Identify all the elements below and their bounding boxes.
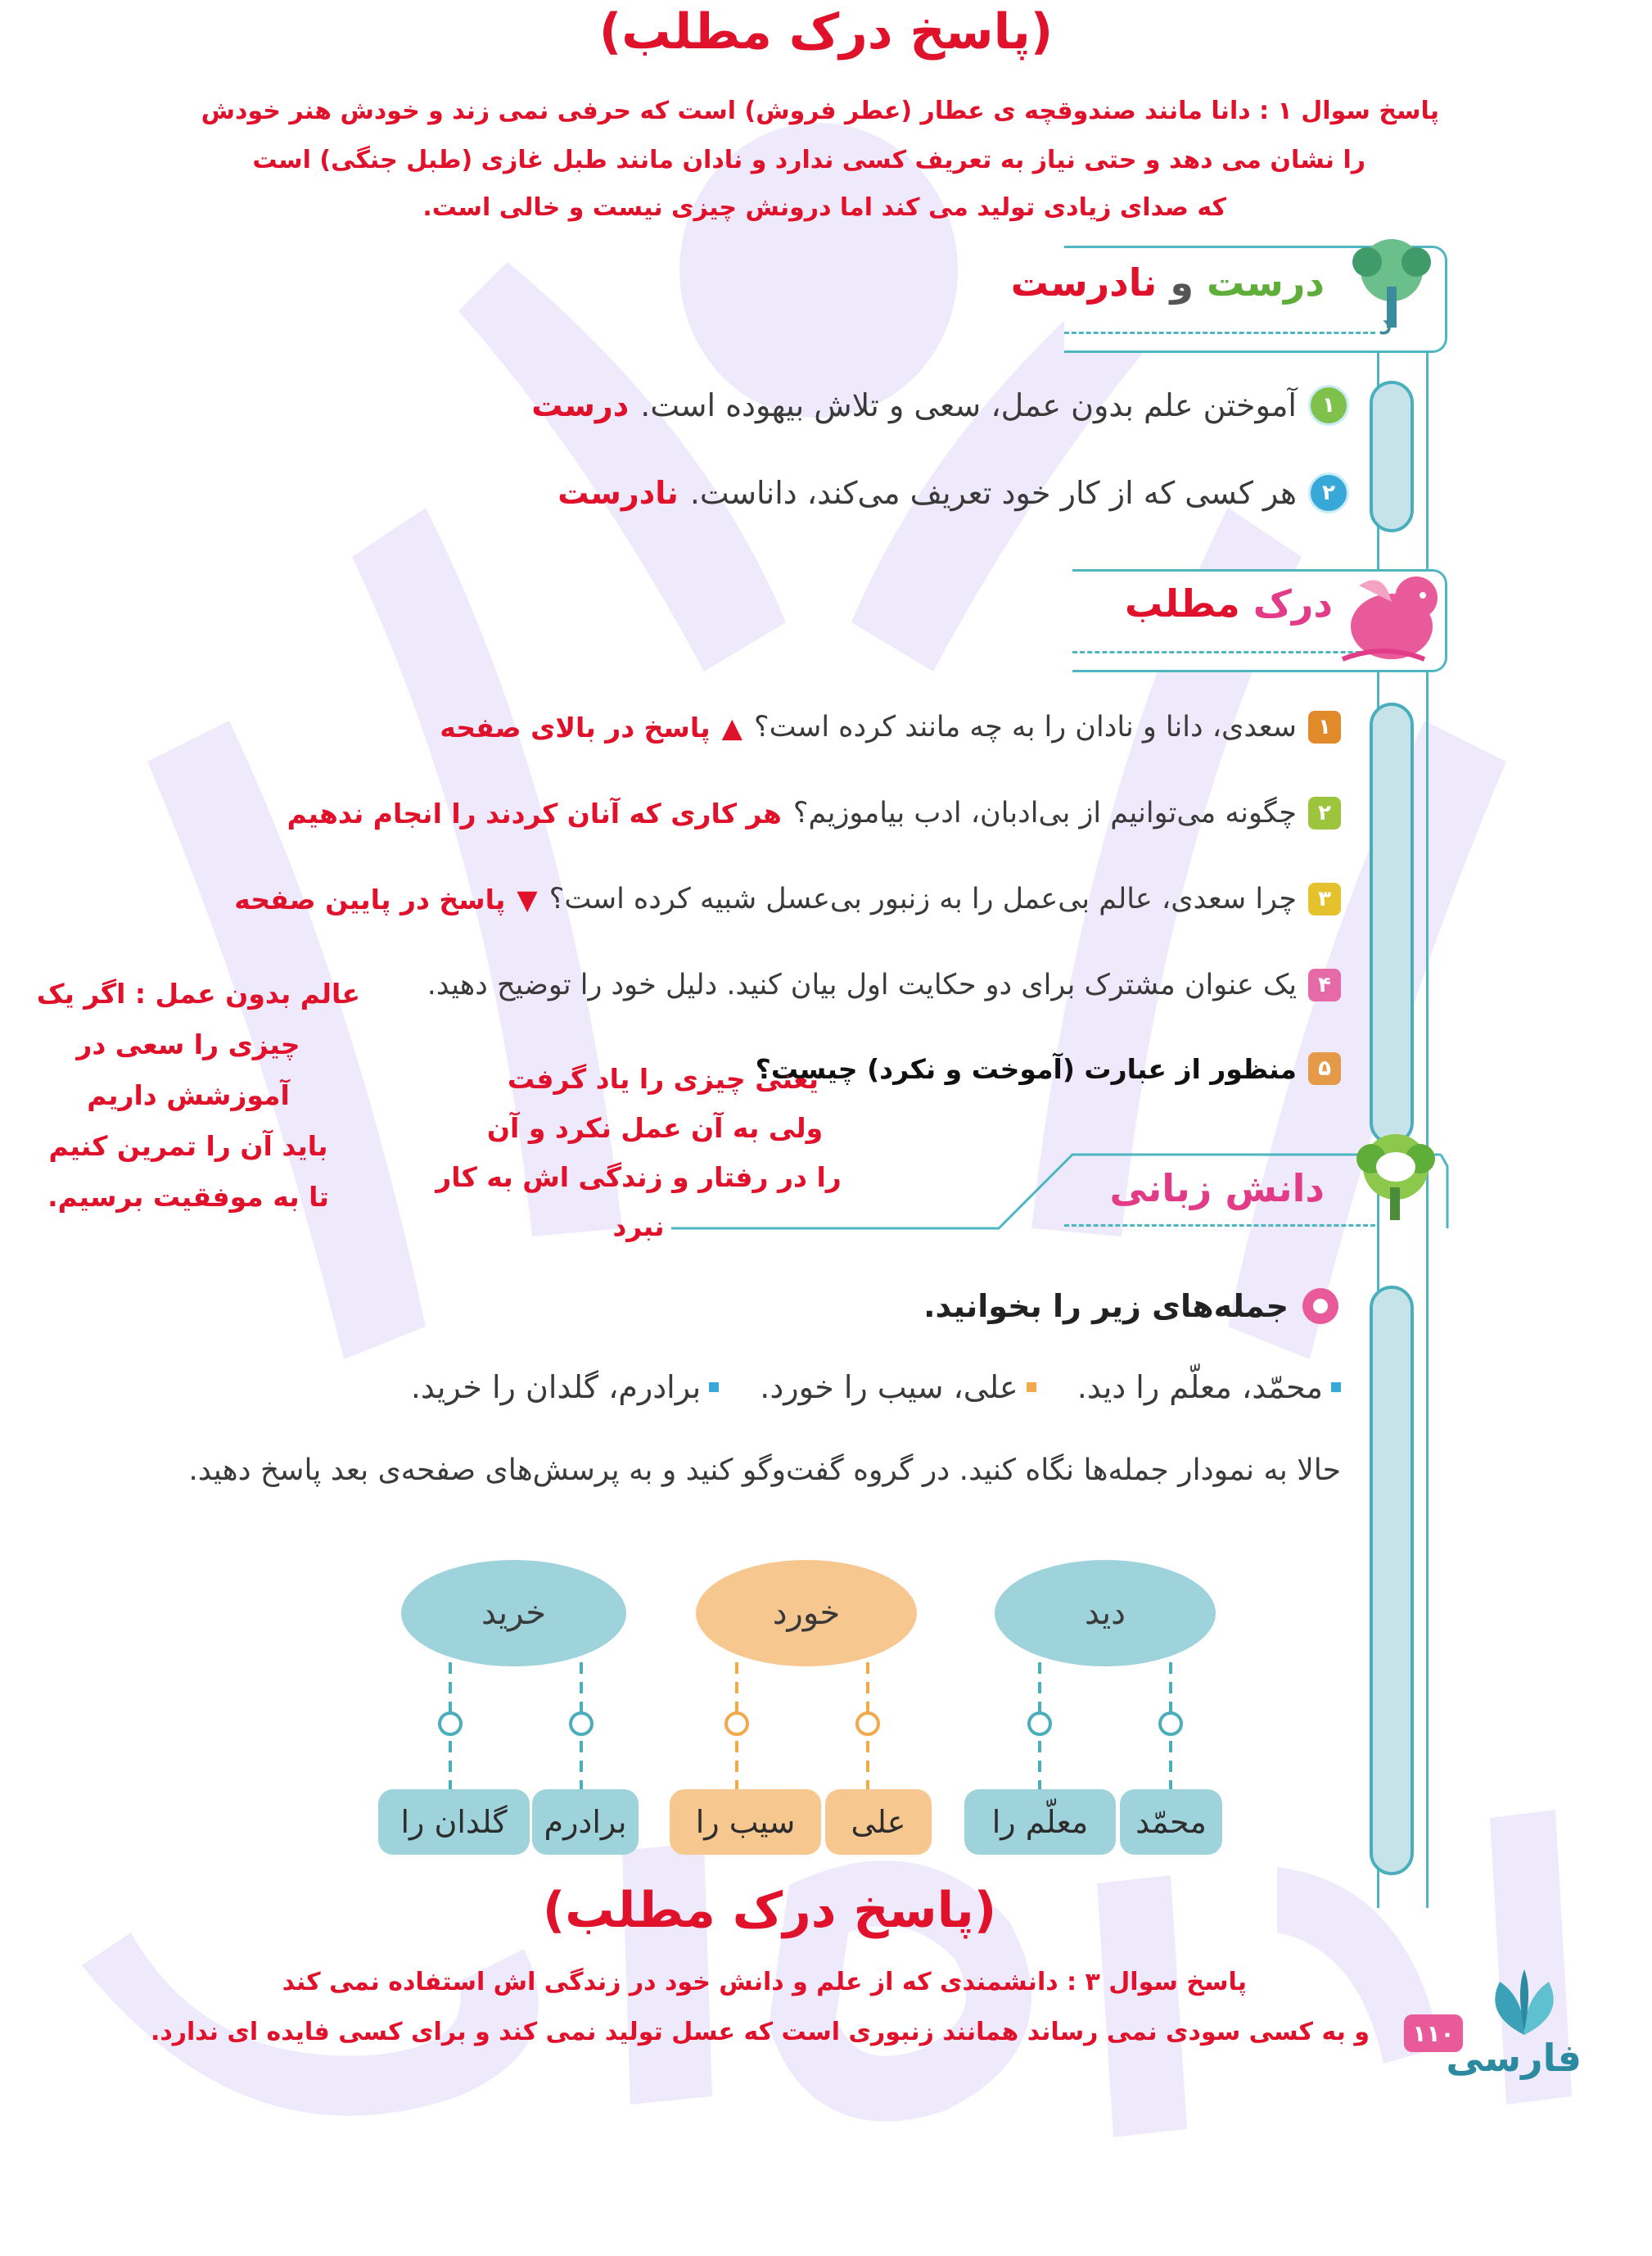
sentence-2 bbox=[760, 1369, 1036, 1405]
leaf-logo-icon bbox=[1467, 1965, 1582, 2039]
tf-item-2-number: ۲ bbox=[1308, 472, 1349, 513]
comp-item-2 bbox=[287, 797, 1341, 830]
top-answer-title: (پاسخ درک مطلب) bbox=[598, 3, 1054, 61]
node-baradaram: برادرم bbox=[532, 1789, 639, 1855]
bullet-icon bbox=[1027, 1382, 1036, 1392]
comp-item-3-number: ۳ bbox=[1308, 883, 1341, 916]
verb-ellipse-bought bbox=[401, 1560, 626, 1666]
comp-item-1-text: سعدی، دانا و نادان را به چه مانند کرده است؟ bbox=[754, 711, 1297, 744]
comp-item-5-answer-line-1: یعنی چیزی را یاد گرفت bbox=[507, 1063, 819, 1095]
language-sentences bbox=[411, 1369, 1341, 1405]
language-rail bbox=[1370, 1286, 1414, 1875]
tf-item-1 bbox=[531, 385, 1349, 426]
comp-item-4-answer-line-1: عالم بدون عمل : اگر یک bbox=[36, 978, 360, 1010]
node-moallem: معلّم را bbox=[964, 1789, 1116, 1855]
comp-item-5-text: منظور از عبارت (آموخت و نکرد) چیست؟ bbox=[755, 1052, 1297, 1085]
true-false-title-and: و bbox=[1170, 260, 1194, 305]
comprehension-title-1: درک bbox=[1253, 581, 1333, 626]
tf-item-2-text: هر کسی که از کار خود تعریف می‌کند، داناست. bbox=[689, 475, 1297, 511]
comp-item-5-answer-line-3: را در رفتار و زندگی اش به کار نبرد bbox=[436, 1161, 842, 1242]
verb-did-label: دید bbox=[1085, 1594, 1126, 1632]
comp-item-3 bbox=[234, 883, 1341, 916]
tf-item-1-answer: درست bbox=[531, 387, 630, 423]
true-false-title-2: نادرست bbox=[1010, 260, 1158, 305]
comp-item-2-number: ۲ bbox=[1308, 797, 1341, 830]
speech-tree-icon bbox=[1343, 1122, 1449, 1237]
bottom-answer-line-2: و به کسی سودی نمی رساند همانند زنبوری است که عسل تولید نمی کند و برای کسی فایده ای ندارد. bbox=[150, 2018, 1370, 2046]
sentence-3 bbox=[411, 1369, 719, 1405]
tree-icon bbox=[1334, 229, 1449, 352]
true-false-title bbox=[1011, 260, 1325, 305]
bullet-icon bbox=[709, 1382, 719, 1392]
sentence-2-text: علی، سیب را خورد. bbox=[760, 1369, 1018, 1405]
tf-item-2-answer: نادرست bbox=[557, 475, 679, 511]
tf-item-2 bbox=[557, 472, 1349, 513]
top-answer-line-3: که صدای زیادی تولید می کند اما درونش چیزی نیست و خالی است. bbox=[422, 193, 1226, 222]
bullet-icon bbox=[1331, 1382, 1341, 1392]
language-followup: حالا به نمودار جمله‌ها نگاه کنید. در گروه گفت‌وگو کنید و به پرسش‌های صفحه‌ی بعد پاسخ دهید. bbox=[188, 1454, 1341, 1487]
top-answer-line-2: را نشان می دهد و حتی نیاز به تعریف کسی ندارد و نادان مانند طبل غازی (طبل جنگی) است bbox=[252, 146, 1365, 174]
comp-item-1-answer: پاسخ در بالای صفحه bbox=[440, 711, 711, 744]
tf-item-1-text: آموختن علم بدون عمل، سعی و تلاش بیهوده است. bbox=[640, 387, 1297, 423]
comprehension-title bbox=[1125, 581, 1333, 626]
comp-item-1 bbox=[440, 711, 1341, 744]
verb-ellipse-did bbox=[995, 1560, 1216, 1666]
book-logo bbox=[1446, 1965, 1582, 2105]
tf-item-1-number: ۱ bbox=[1308, 385, 1349, 426]
node-sib: سیب را bbox=[670, 1789, 821, 1855]
comp-item-2-answer: هر کاری که آنان کردند را انجام ندهیم bbox=[287, 797, 782, 830]
language-instruction bbox=[923, 1286, 1341, 1327]
comp-item-4-answer-line-3: آموزشش داریم bbox=[87, 1079, 290, 1111]
comp-item-4-answer-line-5: تا به موفقیت برسیم. bbox=[47, 1181, 329, 1213]
sentence-3-text: برادرم، گلدان را خرید. bbox=[410, 1369, 702, 1405]
verb-ate-label: خورد bbox=[772, 1594, 841, 1632]
comp-item-2-text: چگونه می‌توانیم از بی‌ادبان، ادب بیاموزیم؟ bbox=[792, 797, 1297, 830]
verb-bought-label: خرید bbox=[481, 1594, 546, 1632]
flower-icon bbox=[1300, 1286, 1341, 1327]
comp-item-1-marker: ▲ bbox=[721, 711, 743, 744]
svg-text:د: د bbox=[1378, 305, 1392, 342]
comp-item-3-text: چرا سعدی، عالم بی‌عمل را به زنبور بی‌عسل شبیه کرده است؟ bbox=[548, 883, 1297, 916]
node-ali: علی bbox=[825, 1789, 932, 1855]
bottom-answer-title: (پاسخ درک مطلب) bbox=[542, 1882, 997, 1939]
bottom-answer-line-1: پاسخ سوال ۳ : دانشمندی که از علم و دانش خود در زندگی اش استفاده نمی کند bbox=[282, 1968, 1247, 1996]
book-logo-text: فارسی bbox=[1446, 2036, 1582, 2080]
bird-icon bbox=[1326, 553, 1449, 684]
node-mohammad: محمّد bbox=[1120, 1789, 1222, 1855]
true-false-title-1: درست bbox=[1206, 260, 1325, 305]
comp-item-1-number: ۱ bbox=[1308, 711, 1341, 744]
comprehension-rail bbox=[1370, 703, 1414, 1145]
comp-item-4-text: یک عنوان مشترک برای دو حکایت اول بیان کنید. دلیل خود را توضیح دهید. bbox=[427, 969, 1297, 1001]
comp-item-4-answer-line-2: چیزی را سعی در bbox=[76, 1029, 300, 1060]
node-goldan: گلدان را bbox=[378, 1789, 530, 1855]
comp-item-3-marker: ▼ bbox=[517, 883, 538, 916]
sentence-1 bbox=[1077, 1369, 1341, 1405]
comp-item-5-number: ۵ bbox=[1308, 1052, 1341, 1085]
true-false-rail bbox=[1370, 381, 1414, 532]
comp-item-4-number: ۴ bbox=[1308, 969, 1341, 1001]
top-answer-line-1: پاسخ سوال ۱ : دانا مانند صندوقچه ی عطار (عطر فروش) است که حرفی نمی زند و خودش هنر خودش bbox=[201, 97, 1439, 125]
sentence-1-text: محمّد، معلّم را دید. bbox=[1077, 1369, 1323, 1405]
language-title: دانش زبانی bbox=[1109, 1166, 1325, 1210]
true-false-header-underline bbox=[1064, 332, 1375, 334]
comp-item-3-answer: پاسخ در پایین صفحه bbox=[234, 883, 506, 916]
comprehension-title-2: مطلب bbox=[1125, 581, 1240, 626]
comp-item-5-answer-line-2: ولی به آن عمل نکرد و آن bbox=[486, 1112, 824, 1144]
verb-ellipse-ate bbox=[696, 1560, 917, 1666]
language-instruction-text: جمله‌های زیر را بخوانید. bbox=[923, 1288, 1289, 1324]
page-number: ۱۱۰ bbox=[1412, 2019, 1455, 2047]
language-header-underline bbox=[1064, 1224, 1375, 1227]
comp-item-4 bbox=[427, 969, 1341, 1001]
comp-item-4-answer-line-4: باید آن را تمرین کنیم bbox=[48, 1130, 328, 1162]
